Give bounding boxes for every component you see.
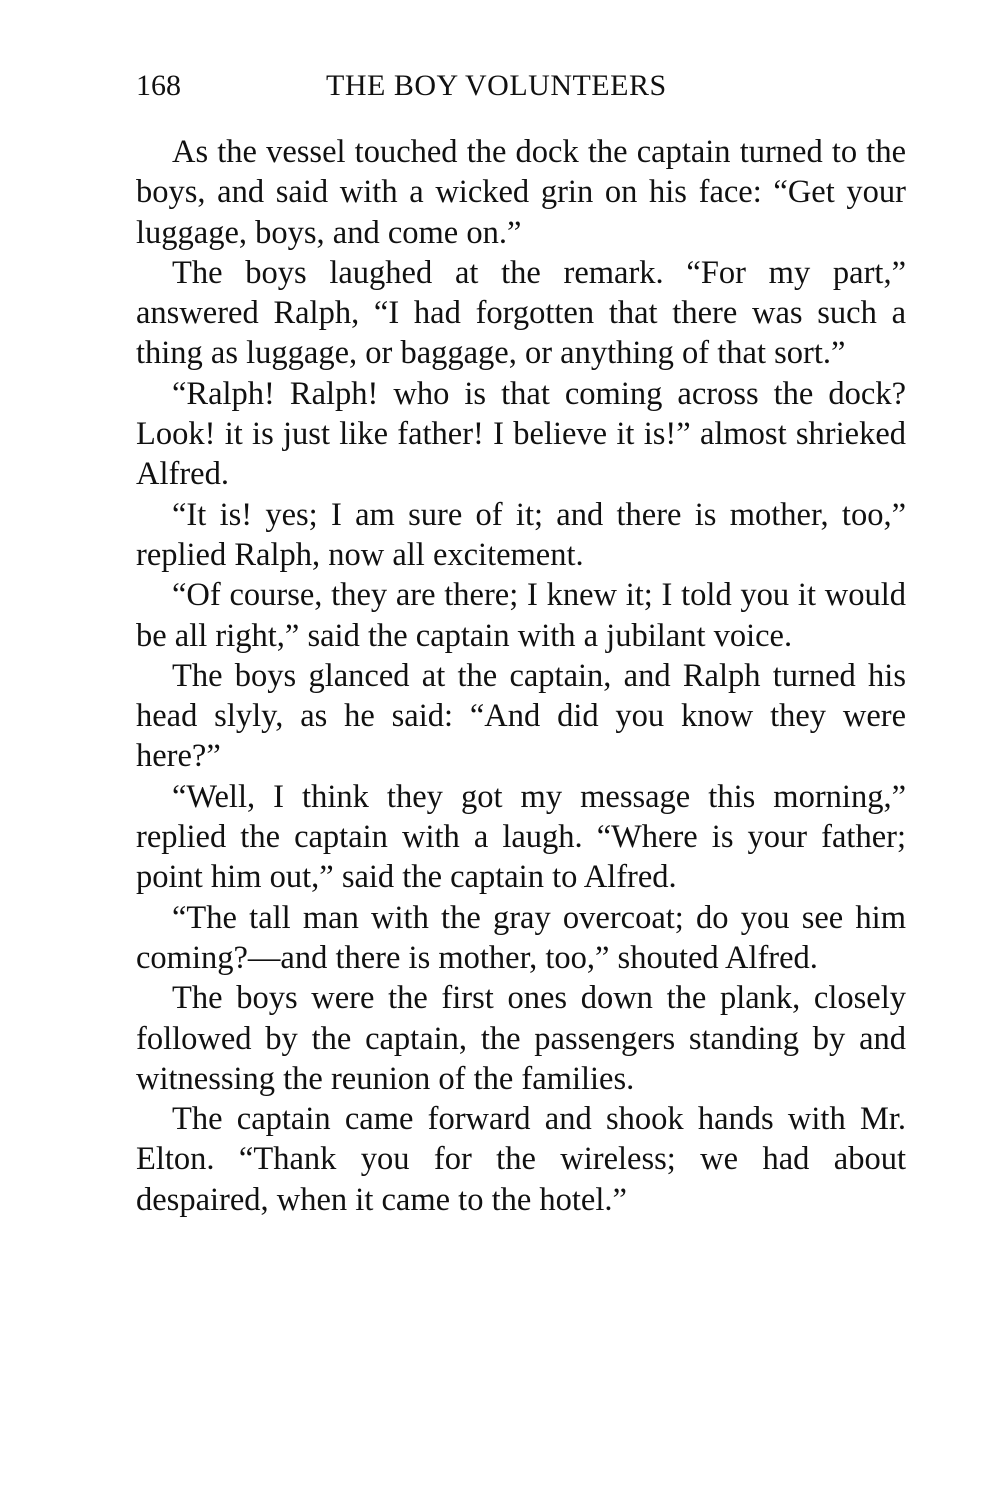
- paragraph-8: “The tall man with the gray overcoat; do you see him coming?—and there is mother, too,” shouted Alfred.: [136, 899, 906, 976]
- paragraph-10: The captain came forward and shook hands with Mr. Elton. “Thank you for the wireless; we had about despaired, when it came to the hotel.”: [136, 1101, 906, 1218]
- paragraph-9: The boys were the first ones down the plank, closely followed by the captain, the passengers standing by and witnessing the reunion of the families.: [136, 980, 906, 1097]
- paragraph-6: The boys glanced at the captain, and Ralph turned his head slyly, as he said: “And did you know they were here?”: [136, 657, 906, 775]
- book-title: THE BOY VOLUNTEERS: [326, 69, 667, 102]
- paragraph-5: “Of course, they are there; I knew it; I told you it would be all right,” said the captain with a jubilant voice.: [136, 577, 906, 654]
- paragraph-2: The boys laughed at the remark. “For my part,” answered Ralph, “I had forgotten that there was such a thing as luggage, or baggage, or anything of that sort.”: [136, 254, 906, 372]
- paragraph-4: “It is! yes; I am sure of it; and there is mother, too,” replied Ralph, now all excitement.: [136, 496, 906, 573]
- paragraph-1: As the vessel touched the dock the captain turned to the boys, and said with a wicked grin on his face: “Get your luggage, boys, and come on.”: [136, 134, 906, 251]
- paragraph-7: “Well, I think they got my message this morning,” replied the captain with a laugh. “Where is your father; point him out,” said the captain to Alfred.: [136, 778, 906, 896]
- page-number: 168: [136, 69, 181, 102]
- running-head: [136, 66, 906, 106]
- paragraph-3: “Ralph! Ralph! who is that coming across the dock? Look! it is just like father! I believe it is!” almost shrieked Alfred.: [136, 375, 906, 493]
- body-text: [136, 132, 906, 1220]
